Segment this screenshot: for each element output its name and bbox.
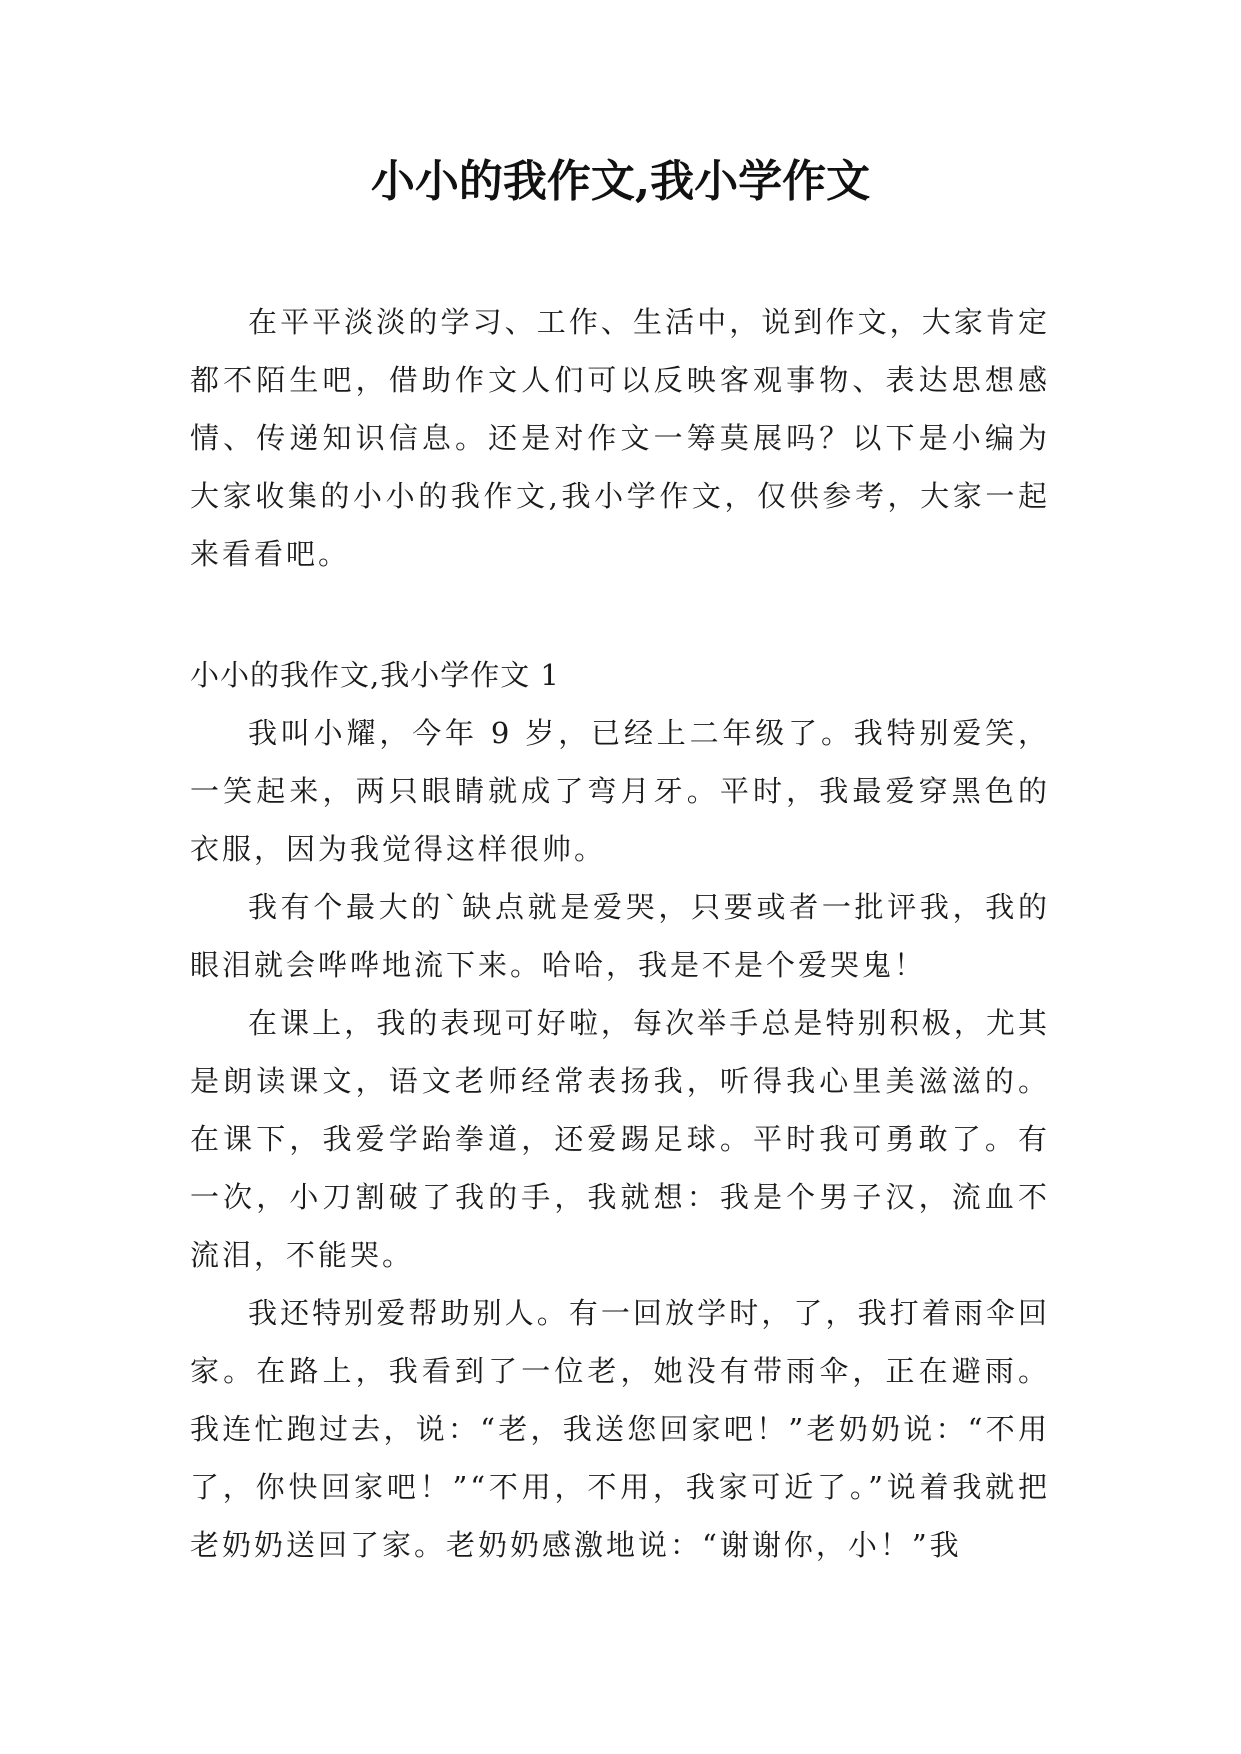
article-paragraph-4: 我还特别爱帮助别人。有一回放学时，了，我打着雨伞回家。在路上，我看到了一位老，她没有带雨伞，正在避雨。我连忙跑过去，说：“老，我送您回家吧！”老奶奶说：“不用了，你快回家吧！”“不用，不用，我家可近了。”说着我就把老奶奶送回了家。老奶奶感激地说：“谢谢你，小！”我 bbox=[190, 1296, 1050, 1562]
intro-paragraph: 在平平淡淡的学习、工作、生活中，说到作文，大家肯定都不陌生吧，借助作文人们可以反映客观事物、表达思想感情、传递知识信息。还是对作文一筹莫展吗？以下是小编为大家收集的小小的我作文,我小学作文，仅供参考，大家一起来看看吧。 bbox=[190, 305, 1050, 571]
intro-block bbox=[190, 293, 1050, 583]
section-heading: 小小的我作文,我小学作文 1 bbox=[190, 658, 560, 692]
article-paragraph-2: 我有个最大的`缺点就是爱哭，只要或者一批评我，我的眼泪就会哗哗地流下来。哈哈，我是不是个爱哭鬼！ bbox=[190, 890, 1050, 982]
page-title: 小小的我作文,我小学作文 bbox=[370, 156, 871, 207]
article-paragraph-3: 在课上，我的表现可好啦，每次举手总是特别积极，尤其是朗读课文，语文老师经常表扬我，听得我心里美滋滋的。在课下，我爱学跆拳道，还爱踢足球。平时我可勇敢了。有一次，小刀割破了我的手，我就想：我是个男子汉，流血不流泪，不能哭。 bbox=[190, 1006, 1050, 1272]
article-block bbox=[190, 646, 1050, 1574]
article-paragraph-1: 我叫小耀，今年 9 岁，已经上二年级了。我特别爱笑，一笑起来，两只眼睛就成了弯月牙。平时，我最爱穿黑色的衣服，因为我觉得这样很帅。 bbox=[190, 716, 1050, 866]
